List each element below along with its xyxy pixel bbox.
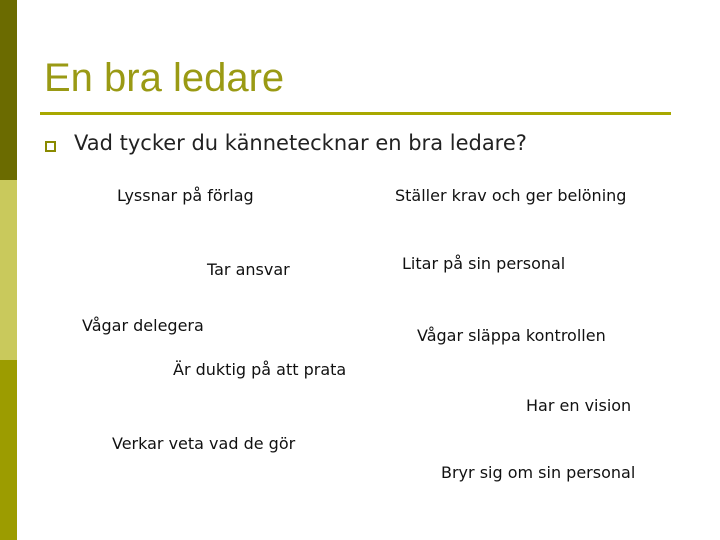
item-tar-ansvar: Tar ansvar: [207, 260, 290, 279]
side-bar-top: [0, 0, 17, 180]
item-bryr-sig: Bryr sig om sin personal: [441, 463, 636, 482]
item-vagar-delegera: Vågar delegera: [82, 316, 204, 335]
item-veta: Verkar veta vad de gör: [112, 434, 296, 453]
item-duktig-prata: Är duktig på att prata: [173, 360, 347, 379]
item-staller-krav: Ställer krav och ger belöning: [395, 186, 627, 205]
side-bar-bottom: [0, 360, 17, 540]
item-litar: Litar på sin personal: [402, 254, 566, 273]
item-lyssnar: Lyssnar på förlag: [117, 186, 254, 205]
item-vagar-slappa: Vågar släppa kontrollen: [417, 326, 606, 345]
title-divider: [40, 112, 671, 115]
bullet-question: Vad tycker du kännetecknar en bra ledare?: [74, 131, 527, 155]
square-bullet-icon: [45, 141, 56, 152]
slide-title: En bra ledare: [44, 56, 285, 100]
item-vision: Har en vision: [526, 396, 632, 415]
side-bar-middle: [0, 180, 17, 360]
